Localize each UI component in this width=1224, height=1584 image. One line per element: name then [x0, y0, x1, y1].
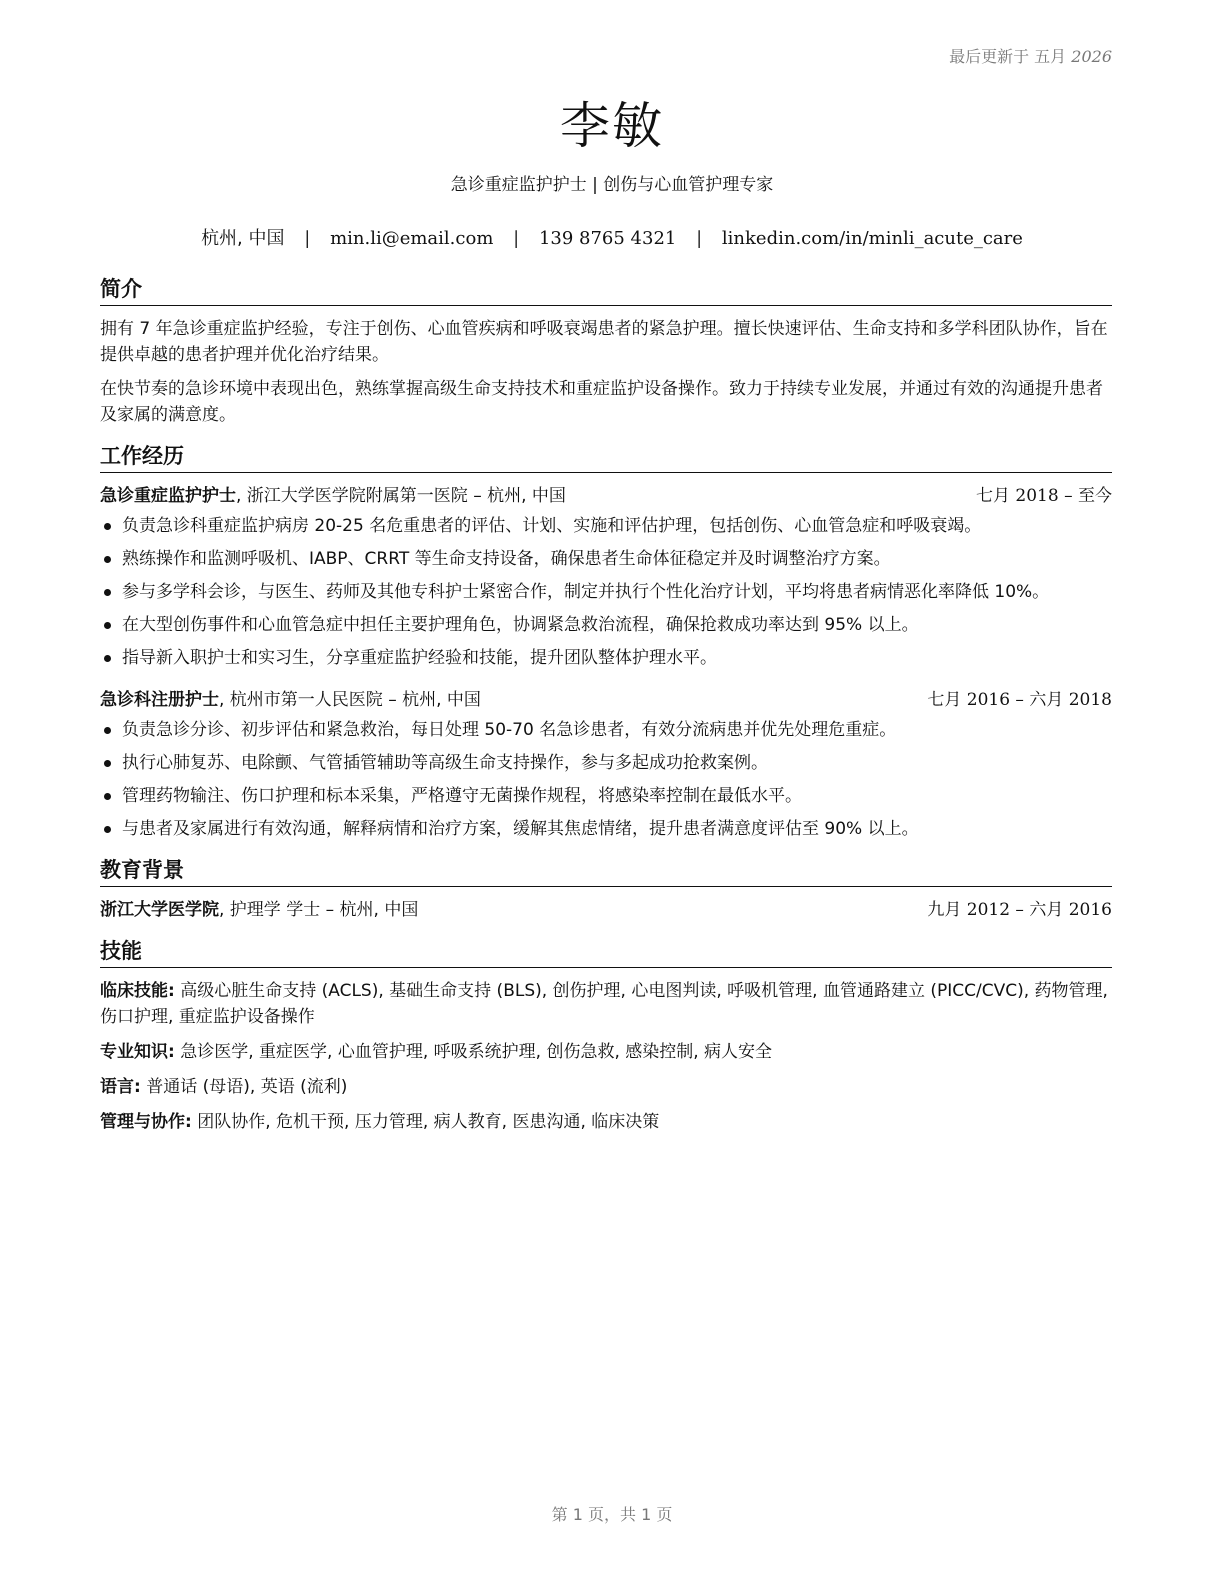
candidate-headline: 急诊重症监护护士 | 创伤与心血管护理专家 [450, 175, 774, 195]
section-title: 简介 [100, 275, 1112, 306]
resume-body [100, 275, 1112, 1149]
skill-label: 语言: [100, 1077, 141, 1097]
contact-phone: 139 8765 4321 [538, 228, 677, 249]
page-number: 第 1 页，共 1 页 [551, 1505, 673, 1524]
last-updated-label: 最后更新于 五月 [949, 47, 1067, 66]
skill-value: 高级心脏生命支持 (ACLS), 基础生命支持 (BLS), 创伤护理, 心电图判读, 呼吸机管理, 血管通路建立 (PICC/CVC), 药物管理, 伤口护理, 重症监护设备操作 [100, 981, 1108, 1027]
section-title: 教育背景 [100, 856, 1112, 887]
skill-line [100, 1074, 1112, 1100]
contact-separator: | [513, 228, 520, 249]
candidate-name: 李敏 [560, 97, 664, 155]
education-detail: , 护理学 学士 – 杭州, 中国 [219, 900, 419, 920]
education-date: 九月 2012 – 六月 2016 [927, 900, 1112, 920]
job-bullets [100, 717, 1112, 842]
summary-paragraph: 拥有 7 年急诊重症监护经验，专注于创伤、心血管疾病和呼吸衰竭患者的紧急护理。擅长快速评估、生命支持和多学科团队协作，旨在提供卓越的患者护理并优化治疗结果。 [100, 319, 1108, 365]
skill-label: 专业知识: [100, 1042, 175, 1062]
job-bullet: 指导新入职护士和实习生，分享重症监护经验和技能，提升团队整体护理水平。 [100, 645, 1112, 671]
contact-location: 杭州, 中国 [201, 228, 285, 249]
contact-email[interactable]: min.li@email.com [330, 228, 494, 249]
job-bullet: 在大型创伤事件和心血管急症中担任主要护理角色，协调紧急救治流程，确保抢救成功率达到 95% 以上。 [100, 612, 1112, 638]
job-entry [100, 483, 1112, 671]
skill-value: 团队协作, 危机干预, 压力管理, 病人教育, 医患沟通, 临床决策 [191, 1112, 660, 1132]
summary-paragraph: 在快节奏的急诊环境中表现出色，熟练掌握高级生命支持技术和重症监护设备操作。致力于持续专业发展，并通过有效的沟通提升患者及家属的满意度。 [100, 379, 1103, 425]
skill-label: 管理与协作: [100, 1112, 192, 1132]
job-bullet: 负责急诊科重症监护病房 20-25 名危重患者的评估、计划、实施和评估护理，包括创伤、心血管急症和呼吸衰竭。 [100, 513, 1112, 539]
contact-separator: | [304, 228, 311, 249]
job-title: 急诊科注册护士 [100, 690, 219, 710]
skill-value: 急诊医学, 重症医学, 心血管护理, 呼吸系统护理, 创伤急救, 感染控制, 病人安全 [174, 1042, 773, 1062]
job-bullet: 执行心肺复苏、电除颤、气管插管辅助等高级生命支持操作，参与多起成功抢救案例。 [100, 750, 1112, 776]
job-entry [100, 687, 1112, 842]
skill-line [100, 978, 1112, 1030]
job-role [100, 687, 481, 713]
job-bullet: 管理药物输注、伤口护理和标本采集，严格遵守无菌操作规程，将感染率控制在最低水平。 [100, 783, 1112, 809]
job-bullets [100, 513, 1112, 671]
experience-section [100, 442, 1112, 842]
job-title: 急诊重症监护护士 [100, 486, 236, 506]
skill-line [100, 1109, 1112, 1135]
skill-line [100, 1039, 1112, 1065]
summary-section [100, 275, 1112, 428]
section-title: 技能 [100, 937, 1112, 968]
job-bullet: 负责急诊分诊、初步评估和紧急救治，每日处理 50-70 名急诊患者，有效分流病患并优先处理危重症。 [100, 717, 1112, 743]
job-date: 七月 2016 – 六月 2018 [927, 690, 1112, 710]
job-bullet: 熟练操作和监测呼吸机、IABP、CRRT 等生命支持设备，确保患者生命体征稳定并及时调整治疗方案。 [100, 546, 1112, 572]
education-section [100, 856, 1112, 923]
last-updated [949, 44, 1112, 67]
education-entry [100, 897, 1112, 923]
last-updated-year: 2026 [1071, 47, 1112, 66]
skill-value: 普通话 (母语), 英语 (流利) [140, 1077, 348, 1097]
job-employer: , 杭州市第一人民医院 – 杭州, 中国 [219, 690, 481, 710]
education-school-line [100, 897, 418, 923]
education-school: 浙江大学医学院 [100, 900, 219, 920]
job-bullet: 与患者及家属进行有效沟通，解释病情和治疗方案，缓解其焦虑情绪，提升患者满意度评估至 90% 以上。 [100, 816, 1112, 842]
job-bullet: 参与多学科会诊，与医生、药师及其他专科护士紧密合作，制定并执行个性化治疗计划，平均将患者病情恶化率降低 10%。 [100, 579, 1112, 605]
skills-section [100, 937, 1112, 1135]
job-header [100, 483, 1112, 509]
skill-label: 临床技能: [100, 981, 175, 1001]
job-header [100, 687, 1112, 713]
job-date: 七月 2018 – 至今 [976, 486, 1112, 506]
section-title: 工作经历 [100, 442, 1112, 473]
job-role [100, 483, 566, 509]
contact-separator: | [696, 228, 703, 249]
contact-linkedin[interactable]: linkedin.com/in/minli_acute_care [721, 228, 1023, 249]
contact-line [0, 224, 1224, 250]
job-employer: , 浙江大学医学院附属第一医院 – 杭州, 中国 [236, 486, 566, 506]
